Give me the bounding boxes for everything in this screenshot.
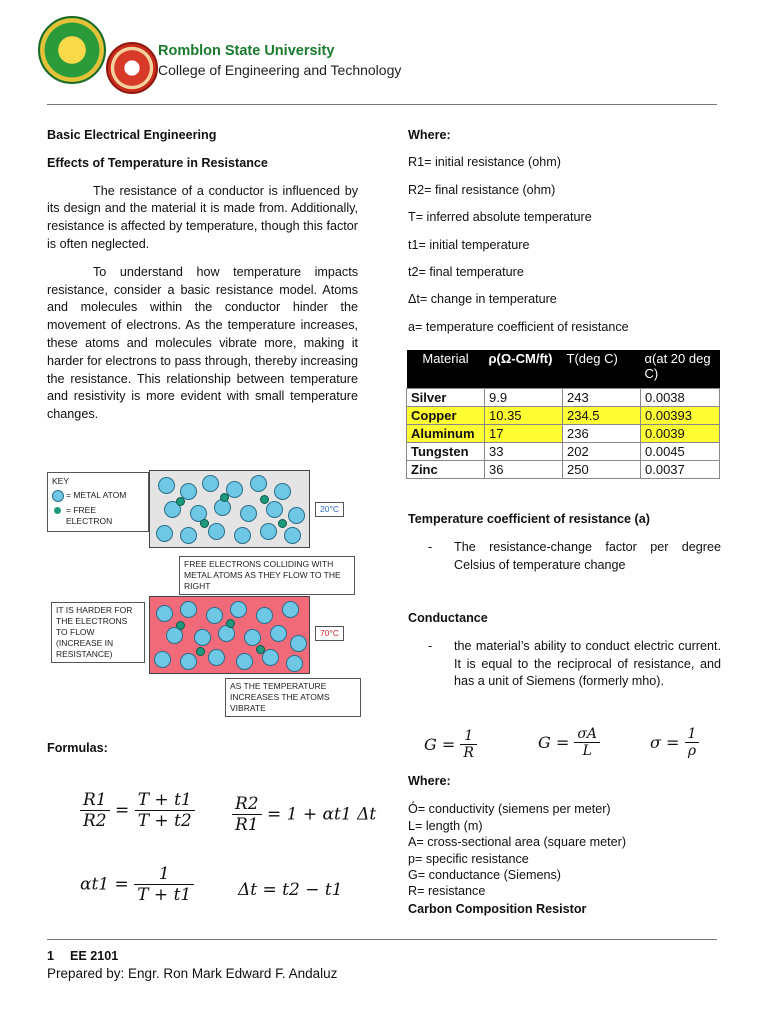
metal-atom <box>286 655 303 672</box>
eq-g-den: R <box>463 745 474 761</box>
page-number: 1 <box>47 949 55 963</box>
where-label: Where: <box>408 128 451 142</box>
eq-s-den: ρ <box>687 743 697 759</box>
eq-g2-den: L <box>582 743 592 759</box>
right-column <box>408 127 721 337</box>
temp-low-label: 20°C <box>315 502 344 517</box>
college-name: College of Engineering and Technology <box>158 62 402 78</box>
free-electron <box>278 519 287 528</box>
cell: 33 <box>485 443 563 461</box>
metal-atom <box>154 651 171 668</box>
def2-length: L= length (m) <box>408 818 483 833</box>
f3-num: 1 <box>134 864 194 885</box>
formula-g-conductivity <box>538 726 600 759</box>
header-rule <box>47 104 717 105</box>
metal-atom <box>266 501 283 518</box>
eq-g2-num: σA <box>574 726 600 743</box>
university-name: Romblon State University <box>158 43 335 59</box>
eq-g-num: 1 <box>460 728 477 745</box>
def2-conductivity: Ó= conductivity (siemens per meter) <box>408 802 611 817</box>
tcr-heading: Temperature coefficient of resistance (a) <box>408 512 650 526</box>
material-table <box>406 350 720 479</box>
prepared-by: Prepared by: Engr. Ron Mark Edward F. Andaluz <box>47 966 338 981</box>
university-seal-logo <box>38 16 106 84</box>
cell: Tungsten <box>407 443 485 461</box>
metal-atom <box>262 649 279 666</box>
metal-atom <box>270 625 287 642</box>
metal-atom <box>282 601 299 618</box>
metal-atom <box>156 605 173 622</box>
formula-delta-t: Δt = t2 − t1 <box>238 880 343 900</box>
def-t: T= inferred absolute temperature <box>408 210 592 225</box>
temp-high-label: 70°C <box>315 626 344 641</box>
carbon-heading: Carbon Composition Resistor <box>408 901 587 916</box>
cell: Copper <box>407 407 485 425</box>
key-electron-label: = FREE ELECTRON <box>66 505 113 526</box>
cell: 17 <box>485 425 563 443</box>
def-r2: R2= final resistance (ohm) <box>408 182 556 197</box>
metal-atom <box>236 653 253 670</box>
def-t1: t1= initial temperature <box>408 237 530 252</box>
def-delta-t: Δt= change in temperature <box>408 292 557 307</box>
cell: 0.0038 <box>641 389 720 407</box>
formula-sigma <box>650 726 699 759</box>
conductance-item <box>408 638 721 691</box>
f1-rhs-num: T + t1 <box>135 790 195 811</box>
atom-key-icon <box>52 490 64 502</box>
free-electron <box>176 497 185 506</box>
metal-atom <box>290 635 307 652</box>
f2-rhs: = 1 + αt1 Δt <box>267 804 377 825</box>
metal-atom <box>234 527 251 544</box>
f3-lhs: αt1 = <box>80 874 129 895</box>
conductance-dash: - <box>428 638 433 653</box>
free-electron <box>256 645 265 654</box>
cell: 243 <box>563 389 641 407</box>
metal-atom <box>180 601 197 618</box>
formulas-label: Formulas: <box>47 741 108 755</box>
where2-label: Where: <box>408 774 451 788</box>
table-row <box>407 461 720 479</box>
tcr-item <box>408 539 721 575</box>
table-row <box>407 425 720 443</box>
left-column <box>47 127 358 424</box>
paragraph-2: To understand how temperature impacts resistance, consider a basic resistance model. Atoms and molecules within the conductor hinder the movement of electrons. As the temperature increases, these atoms and molecules vibrate more, making it harder for electrons to pass through, thereby increasing the resistance. This relationship between temperature and resistivity is more evident with small temperature changes. <box>47 264 358 422</box>
metal-atom <box>240 505 257 522</box>
cell: 0.0039 <box>641 425 720 443</box>
def-alpha: a= temperature coefficient of resistance <box>408 319 629 334</box>
conductance-section <box>408 610 721 691</box>
cell: 234.5 <box>563 407 641 425</box>
conductance-heading: Conductance <box>408 611 488 625</box>
free-electron <box>200 519 209 528</box>
f2-lhs-num: R2 <box>232 794 262 815</box>
free-electron <box>260 495 269 504</box>
key-atom-label: = METAL ATOM <box>66 490 127 500</box>
metal-atom <box>158 477 175 494</box>
callout-vibrate: AS THE TEMPERATURE INCREASES THE ATOMS VIBRATE <box>225 678 361 717</box>
cell: 250 <box>563 461 641 479</box>
eq-s-lhs: σ = <box>650 733 680 752</box>
free-electron <box>196 647 205 656</box>
metal-atom <box>256 607 273 624</box>
table-row <box>407 389 720 407</box>
cell: Zinc <box>407 461 485 479</box>
th-material: Material <box>407 350 485 389</box>
key-title: KEY <box>52 476 70 486</box>
course-code: EE 2101 <box>70 949 119 963</box>
metal-atom <box>208 649 225 666</box>
cell: 236 <box>563 425 641 443</box>
cell: 202 <box>563 443 641 461</box>
metal-atom <box>288 507 305 524</box>
callout-harder: IT IS HARDER FOR THE ELECTRONS TO FLOW (INCREASE IN RESISTANCE) <box>51 602 145 663</box>
cell: 36 <box>485 461 563 479</box>
th-rho: ρ(Ω-CM/ft) <box>485 350 563 389</box>
metal-atom <box>284 527 301 544</box>
atom-figure <box>47 466 359 716</box>
metal-atom <box>180 653 197 670</box>
formula-r2-r1 <box>232 794 376 835</box>
topic-title: Effects of Temperature in Resistance <box>47 155 268 170</box>
tcr-text: The resistance-change factor per degree Celsius of temperature change <box>454 539 721 572</box>
cell: Aluminum <box>407 425 485 443</box>
formula-alpha <box>80 864 194 905</box>
f1-lhs-den: R2 <box>83 811 107 831</box>
metal-atom <box>274 483 291 500</box>
f3-den: T + t1 <box>137 885 192 905</box>
tcr-section <box>408 511 721 574</box>
def2-area: A= cross-sectional area (square meter) <box>408 835 627 850</box>
cell: 0.0037 <box>641 461 720 479</box>
table-row <box>407 407 720 425</box>
def2-specific-resistance: p= specific resistance <box>408 851 529 866</box>
def2-resistance: R= resistance <box>408 884 486 899</box>
metal-atom <box>194 629 211 646</box>
metal-atom <box>206 607 223 624</box>
cell: 0.00393 <box>641 407 720 425</box>
f2-lhs-den: R1 <box>235 815 259 835</box>
conductance-text: the material’s ability to conduct electric current. It is equal to the reciprocal of resistance, and has a unit of Siemens (formerly mho). <box>454 638 721 689</box>
formula-ratio: $\frac{R1}{R2}$ = $\frac{T + t1}{T + t2}$ <box>80 790 195 831</box>
table-header-row <box>407 350 720 389</box>
metal-atom <box>156 525 173 542</box>
f1-lhs-num: R1 <box>80 790 110 811</box>
electron-key-icon <box>54 507 61 514</box>
college-seal-logo <box>106 42 158 94</box>
free-electron <box>176 621 185 630</box>
metal-atom <box>202 475 219 492</box>
cell: Silver <box>407 389 485 407</box>
metal-atom <box>260 523 277 540</box>
cell: 10.35 <box>485 407 563 425</box>
free-electron <box>220 493 229 502</box>
cell: 0.0045 <box>641 443 720 461</box>
metal-atom <box>180 527 197 544</box>
eq-g2-lhs: G = <box>538 733 570 752</box>
where2-section <box>408 773 721 917</box>
def-t2: t2= final temperature <box>408 264 524 279</box>
metal-atom <box>230 601 247 618</box>
metal-atom <box>244 629 261 646</box>
def2-conductance: G= conductance (Siemens) <box>408 868 561 883</box>
eq-s-num: 1 <box>685 726 700 743</box>
table-row <box>407 443 720 461</box>
eq-g-lhs: G = <box>424 735 456 754</box>
f1-rhs-den: T + t2 <box>137 811 192 831</box>
cell: 9.9 <box>485 389 563 407</box>
cold-conductor <box>149 470 310 548</box>
metal-atom <box>250 475 267 492</box>
th-temp: T(deg C) <box>563 350 641 389</box>
tcr-dash: - <box>428 539 433 554</box>
footer-rule <box>47 939 717 940</box>
hot-conductor <box>149 596 310 674</box>
th-alpha: α(at 20 deg C) <box>641 350 720 389</box>
paragraph-1: The resistance of a conductor is influenced by its design and the material it is made from. Additionally, resistance is affected by temperature, though this factor is often neglected. <box>47 183 358 251</box>
figure-key <box>47 472 149 532</box>
callout-colliding: FREE ELECTRONS COLLIDING WITH METAL ATOMS AS THEY FLOW TO THE RIGHT <box>179 556 355 595</box>
def-r1: R1= initial resistance (ohm) <box>408 155 561 170</box>
free-electron <box>226 619 235 628</box>
formula-g-reciprocal <box>424 728 477 761</box>
metal-atom <box>208 523 225 540</box>
course-title: Basic Electrical Engineering <box>47 128 217 142</box>
